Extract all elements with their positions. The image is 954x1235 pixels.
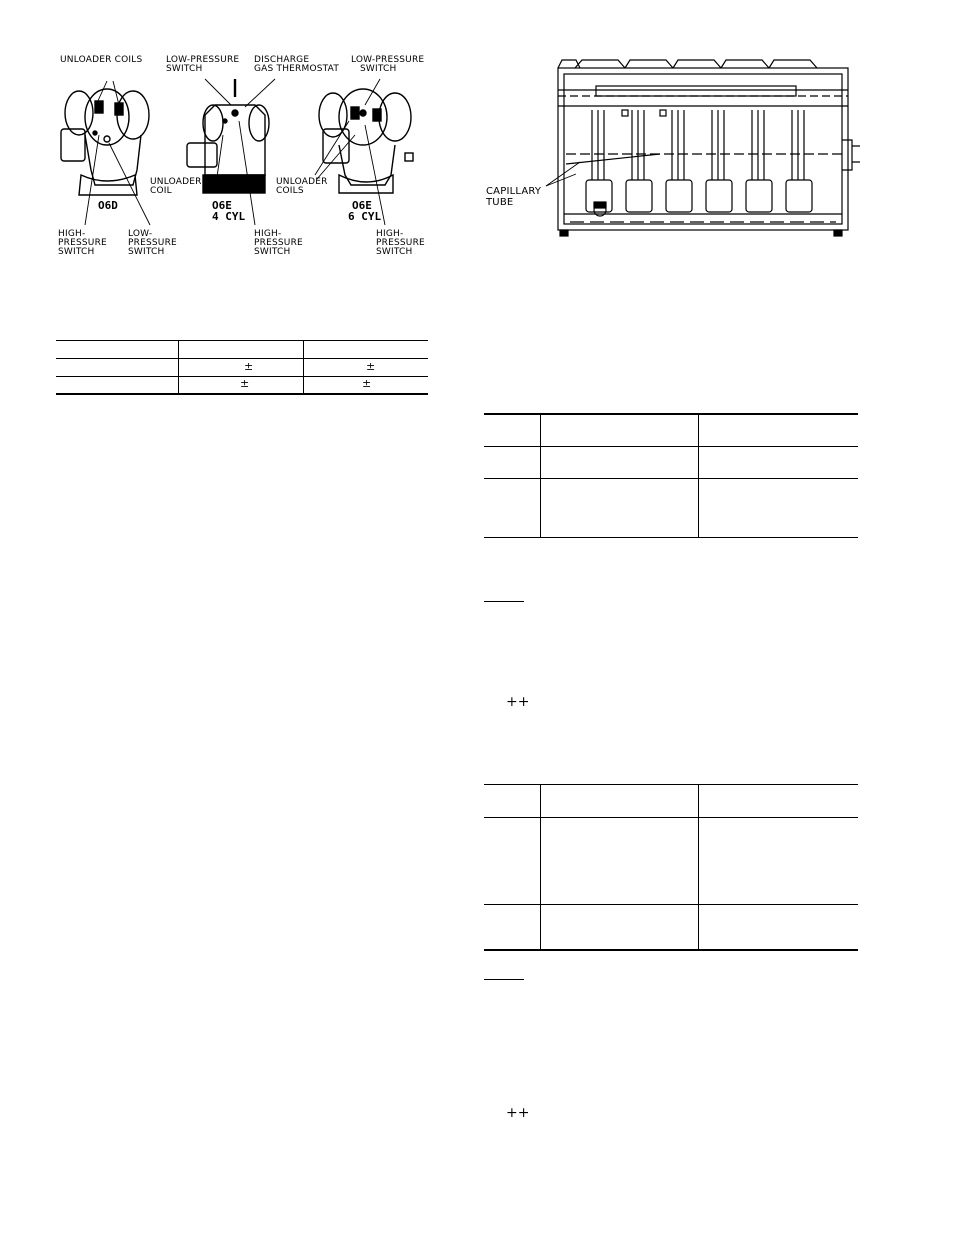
label-hps-c-2: PRESSURE [376,238,425,248]
leader-lines [85,79,385,225]
model-o6e-6-cyl: 6 CYL [348,210,382,223]
label-unloader-coils-b-line2: COILS [276,186,304,196]
table2-col-divider-1 [540,785,541,949]
capillary-unit-drawing [480,50,860,245]
label-unloader-coils-b: UNLOADER [276,177,328,187]
table-rule-bottom [56,393,428,395]
label-lps-c-3: SWITCH [128,247,165,257]
table-col-divider-2 [303,340,304,394]
label-hps-b: HIGH- [254,229,282,239]
table1-col-divider-1 [540,414,541,538]
label-lps-c: LOW- [128,229,153,239]
o6d-compressor-drawing [61,89,149,195]
model-o6e-4-cyl: 4 CYL [212,210,246,223]
cross-marks: ++ [506,1105,530,1121]
table-rule-top [56,340,428,341]
model-o6e-6: O6E [352,199,372,212]
tube-assemblies [586,110,812,212]
label-hps-a: HIGH- [58,229,86,239]
pm-sign: ± [366,360,376,373]
label-tube: TUBE [486,197,514,208]
label-discharge: DISCHARGE [254,55,310,65]
table-rule-header [56,358,428,359]
label-lps-c-2: PRESSURE [128,238,177,248]
label-unloader-coil-line2: COIL [150,186,172,196]
cross-marks: ++ [506,694,530,710]
label-hps-c-3: SWITCH [376,247,413,257]
pm-sign: ± [240,377,250,390]
label-hps-a-2: PRESSURE [58,238,107,248]
o6e-6cyl-compressor-drawing [319,89,413,193]
label-low-pressure-switch-line2: SWITCH [166,64,203,74]
label-unloader-coil: UNLOADER [150,177,202,187]
label-gas-thermostat: GAS THERMOSTAT [254,64,340,74]
label-hps-b-2: PRESSURE [254,238,303,248]
pm-sign: ± [244,360,254,373]
label-low-pressure-switch: LOW-PRESSURE [166,55,240,65]
label-low-pressure-switch-b-line2: SWITCH [360,64,397,74]
label-capillary: CAPILLARY [486,186,542,197]
pm-sign: ± [362,377,372,390]
table2-rule-bottom [484,949,858,951]
label-low-pressure-switch-b: LOW-PRESSURE [351,55,425,65]
model-o6d: O6D [98,199,118,212]
label-hps-a-3: SWITCH [58,247,95,257]
note-heading-underline [484,601,524,602]
note-heading-underline [484,979,524,980]
table2-col-divider-2 [698,785,699,949]
label-hps-b-3: SWITCH [254,247,291,257]
table1-col-divider-2 [698,414,699,538]
label-hps-c: HIGH- [376,229,404,239]
label-unloader-coils: UNLOADER COILS [60,55,143,65]
table-col-divider-1 [178,340,179,394]
model-o6e-4: O6E [212,199,232,212]
